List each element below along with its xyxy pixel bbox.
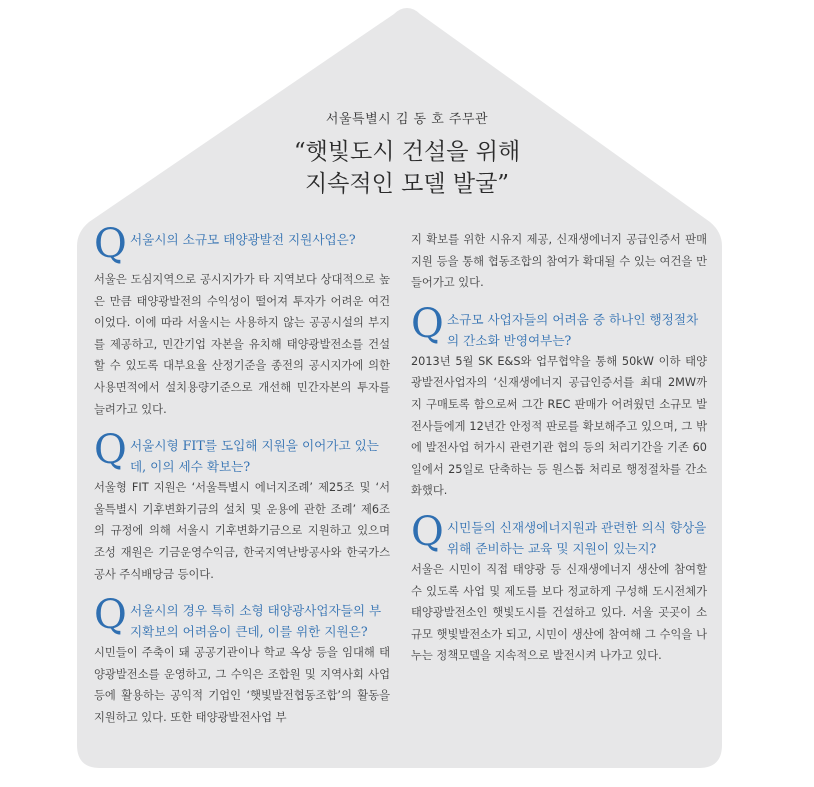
q-mark: Q [94, 427, 127, 474]
right-column [411, 229, 707, 682]
q-mark: Q [411, 508, 444, 555]
left-column [94, 221, 390, 744]
interviewee-byline: 서울특별시 김 동 호 주무관 [325, 112, 489, 127]
question-heading [411, 508, 707, 559]
question-text: 소규모 사업자들의 어려움 중 하나인 행정절차의 간소화 반영여부는? [447, 311, 699, 348]
qa-item [411, 508, 707, 667]
q-mark: Q [94, 221, 127, 267]
headline-line-1: “햇빛도시 건설을 위해 [293, 139, 521, 165]
answer-text: 서울은 도심지역으로 공시지가가 타 지역보다 상대적으로 높은 만큼 태양광발전의 수익성이 떨어져 투자가 어려운 여건이었다. 이에 따라 서울시는 사용하지 않는 공공시설의 부지를 제공하고, 민간기업 자본을 유치해 태양광발전소를 건설할 수 있도록 대부요율 산정기준을 종전의 공시지가에 의한 사용면적에서 설치용량기준으로 개선해 민간자본의 투자를 늘려가고 있다. [94, 273, 390, 416]
q-mark: Q [411, 300, 444, 347]
question-text: 서울시의 경우 특히 소형 태양광사업자들의 부지확보의 어려움이 큰데, 이를 위한 지원은? [130, 603, 382, 640]
headline-line-2: 지속적인 모델 발굴” [304, 171, 510, 197]
qa-item [94, 427, 390, 585]
question-heading [411, 300, 707, 351]
answer-text: 서울은 시민이 직접 태양광 등 신재생에너지 생산에 참여할 수 있도록 사업 및 제도를 보다 정교하게 구성해 도시전체가 태양광발전소인 햇빛도시를 건설하고 있다. 서울 곳곳이 소규모 햇빛발전소가 되고, 시민이 생산에 참여해 그 수익을 나누는 정책모델을 지속적으로 발전시켜 나가고 있다. [411, 562, 707, 663]
question-heading [94, 221, 390, 269]
answer-text: 시민들이 주축이 돼 공공기관이나 학교 옥상 등을 임대해 태양광발전소를 운영하고, 그 수익은 조합원 및 지역사회 사업 등에 활용하는 공익적 기업인 ‘햇빛발전협동조합’의 활동을 지원하고 있다. 또한 태양광발전사업 부 [94, 646, 390, 724]
qa-item [94, 592, 390, 728]
headline [0, 136, 814, 200]
question-heading [94, 592, 390, 642]
qa-item [411, 300, 707, 502]
question-text: 서울시형 FIT를 도입해 지원을 이어가고 있는데, 이의 세수 확보는? [130, 438, 379, 475]
q-mark: Q [94, 592, 127, 639]
article-header [0, 108, 814, 200]
answer-text: 서울형 FIT 지원은 ‘서울특별시 에너지조례’ 제25조 및 ‘서울특별시 기후변화기금의 설치 및 운용에 관한 조례’ 제6조의 규정에 의해 서울시 기후변화기금으로 지원하고 있으며 조성 재원은 기금운영수익금, 한국지역난방공사와 한국가스공사 주식배당금 등이다. [94, 481, 390, 581]
question-text: 시민들의 신재생에너지원과 관련한 의식 향상을 위해 준비하는 교육 및 지원이 있는지? [447, 519, 707, 556]
answer-text: 2013년 5월 SK E&S와 업무협약을 통해 50kW 이하 태양광발전사업자의 ‘신재생에너지 공급인증서를 최대 2MW까지 구매토록 함으로써 그간 REC 판매가 어려웠던 소규모 발전사들에게 12년간 안정적 판로를 확보해주고 있으며, 그 밖에 발전사업 허가시 관련기관 협의 등의 처리기간을 기존 60일에서 25일로 단축하는 등 원스톱 처리로 행정절차를 간소화했다. [411, 354, 707, 498]
question-heading [94, 427, 390, 477]
qa-item [94, 221, 390, 420]
answer-text-continued: 지 확보를 위한 시유지 제공, 신재생에너지 공급인증서 판매 지원 등을 통해 협동조합의 참여가 확대될 수 있는 여건을 만들어가고 있다. [411, 233, 707, 290]
question-text: 서울시의 소규모 태양광발전 지원사업은? [130, 232, 356, 247]
